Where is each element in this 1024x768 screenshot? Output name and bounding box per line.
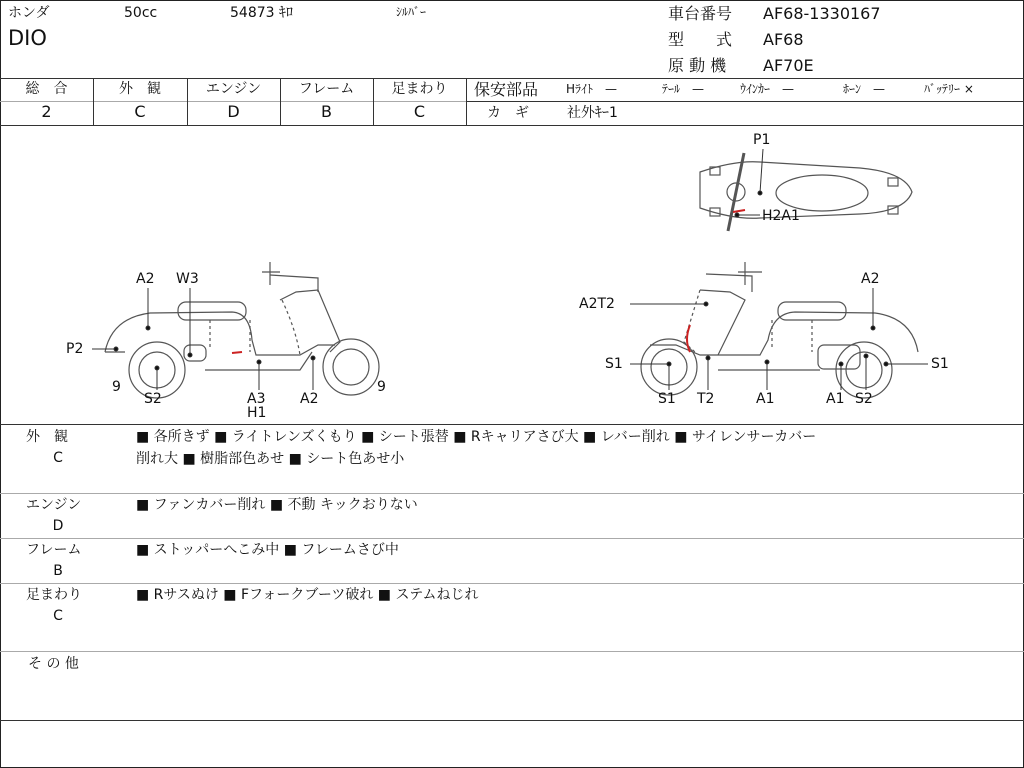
label-right-s1-front: S1 [605,356,623,372]
label-right-s1-wheel: S1 [658,391,676,407]
note-label-exterior: 外 観 [26,429,68,445]
note-text-exterior-1: ■ 各所きず ■ ライトレンズくもり ■ シート張替 ■ Rキャリアさび大 ■ レバー削れ ■ サイレンサーカバー [136,429,817,445]
type-value: AF68 [763,30,804,49]
safety-winker: ｳｲﾝｶｰ — [740,82,795,96]
note-label-engine: エンジン [26,497,82,513]
note-label-other: そ の 他 [28,656,79,672]
label-right-a2t2: A2T2 [579,296,615,312]
model-name: DIO [8,26,47,50]
grade-value-engine: D [227,102,240,121]
key-label: カ ギ [487,105,529,121]
label-left-9-front: 9 [377,379,386,395]
displacement: 50cc [124,5,158,21]
grade-label-overall: 総 合 [25,81,68,97]
frame-no-label: 車台番号 [668,4,733,23]
safety-label: 保安部品 [474,80,539,99]
note-grade-frame: B [53,563,63,579]
grade-value-suspension: C [413,102,426,121]
label-right-a2-seat: A2 [861,271,880,287]
notes-divider [0,651,1024,652]
label-right-s2: S2 [855,391,873,407]
scooter-top-view [700,153,912,231]
note-label-suspension: 足まわり [26,587,82,603]
notes-bottom [0,720,1024,721]
label-left-a3: A3 [247,391,266,407]
note-grade-engine: D [52,518,64,534]
notes-divider [0,493,1024,494]
grade-value-frame: B [321,102,332,121]
note-grade-exterior: C [53,450,63,466]
label-left-p2: P2 [66,341,84,357]
label-left-a2-seat: A2 [136,271,155,287]
grade-value-exterior: C [134,102,146,121]
notes-top [0,424,1024,425]
label-left-s2: S2 [144,391,162,407]
mileage: 54873 ｷﾛ [230,5,293,21]
label-h2a1: H2A1 [762,208,800,224]
note-text-engine: ■ ファンカバー削れ ■ 不動 キックおりない [136,497,418,513]
engine-value: AF70E [763,56,814,75]
color: ｼﾙﾊﾞｰ [396,5,427,19]
grade-label-exterior: 外 観 [119,81,161,97]
notes-divider [0,583,1024,584]
safety-battery: ﾊﾞｯﾃﾘｰ × [924,82,974,96]
safety-headlight: Hﾗｲﾄ — [566,82,618,96]
grade-label-engine: エンジン [205,81,262,97]
label-left-h1: H1 [247,405,267,421]
engine-label: 原 動 機 [668,56,727,75]
label-p1: P1 [753,132,771,148]
label-left-9-rear: 9 [112,379,121,395]
label-right-t2: T2 [697,391,715,407]
grade-value-overall: 2 [41,102,52,121]
note-grade-suspension: C [53,608,63,624]
label-left-w3: W3 [176,271,199,287]
grade-label-frame: フレーム [298,81,355,97]
safety-horn: ﾎｰﾝ — [843,82,886,96]
label-right-a1-rear: A1 [826,391,845,407]
safety-tail: ﾃｰﾙ — [662,82,705,96]
type-label: 型 式 [668,30,733,49]
grade-label-suspension: 足まわり [391,81,448,97]
key-value: 社外ｷｰ1 [567,105,618,121]
label-right-s1-rear: S1 [931,356,949,372]
note-text-frame: ■ ストッパーへこみ中 ■ フレームさび中 [136,542,399,558]
label-right-a1-floor: A1 [756,391,775,407]
maker: ホンダ [8,5,50,21]
frame-no: AF68-1330167 [763,4,881,23]
note-text-exterior-2: 削れ大 ■ 樹脂部色あせ ■ シート色あせ小 [136,451,405,467]
notes-divider [0,538,1024,539]
note-text-suspension: ■ Rサスぬけ ■ Fフォークブーツ破れ ■ ステムねじれ [136,587,479,603]
label-left-a2-front: A2 [300,391,319,407]
note-label-frame: フレーム [26,542,82,558]
